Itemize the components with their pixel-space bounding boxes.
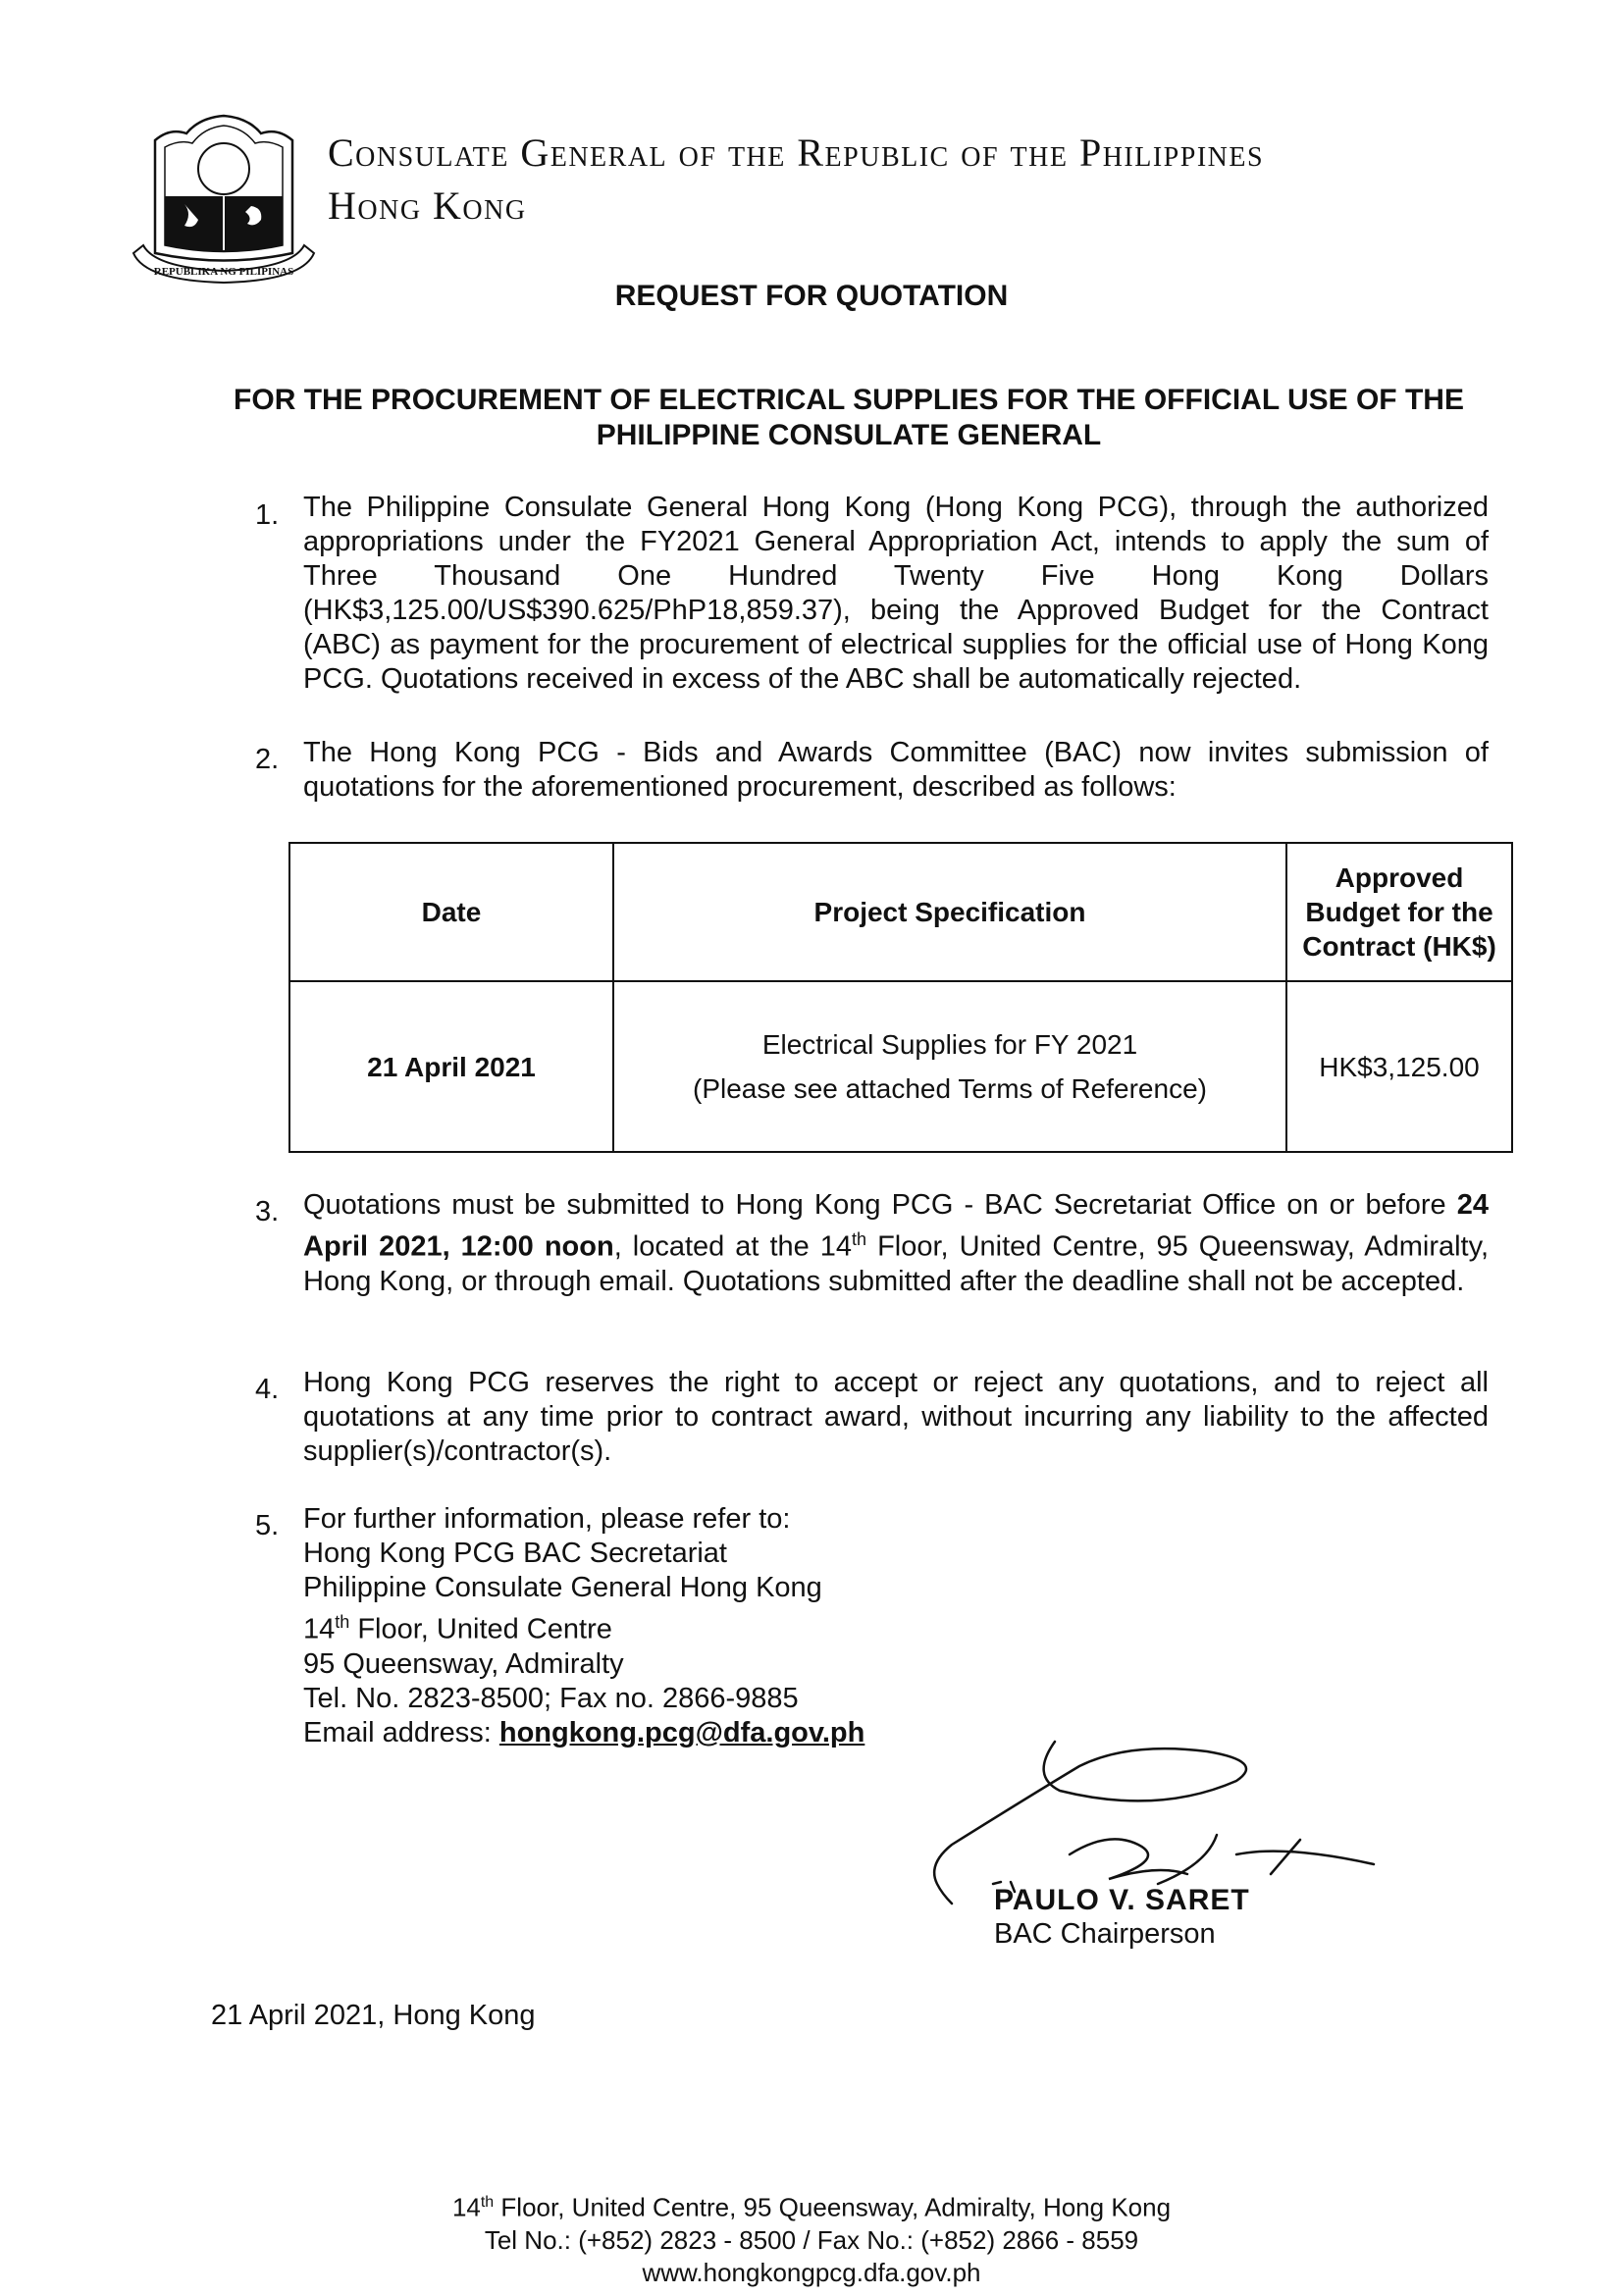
org-location: Hong Kong bbox=[328, 183, 527, 228]
email-link[interactable]: hongkong.pcg@dfa.gov.ph bbox=[498, 1716, 865, 1748]
footer-website-link[interactable]: www.hongkongpcg.dfa.gov.ph bbox=[642, 2257, 981, 2287]
table-row bbox=[289, 981, 1512, 1152]
contact-intro: For further information, please refer to: bbox=[303, 1503, 791, 1535]
p3-text-a: Quotations must be submitted to Hong Kong PCG - BAC Secretariat Office on or before bbox=[303, 1189, 1446, 1221]
paragraph-number-2: 2. bbox=[255, 744, 280, 775]
contact-email-line bbox=[303, 1716, 864, 1750]
subject-heading bbox=[196, 383, 1501, 453]
subject-line-1: FOR THE PROCUREMENT OF ELECTRICAL SUPPLIES FOR THE OFFICIAL USE OF THE bbox=[234, 384, 1464, 416]
contact-line-3 bbox=[303, 1605, 864, 1647]
contact-line-4: 95 Queensway, Admiralty bbox=[303, 1647, 624, 1680]
header-project-specification: Project Specification bbox=[613, 843, 1286, 981]
p3-sup: th bbox=[852, 1229, 867, 1249]
contact-block bbox=[303, 1502, 864, 1750]
cell-project-specification bbox=[613, 981, 1286, 1152]
paragraph-4: Hong Kong PCG reserves the right to accept or reject any quotations, and to reject all quotations at any time prior to contract award, without incurring any liability to the affected supplier(s)/contractor(s). bbox=[303, 1367, 1489, 1467]
contact-line-2: Philippine Consulate General Hong Kong bbox=[303, 1572, 822, 1603]
footer-floor-number: 14 bbox=[451, 2192, 481, 2222]
document-title: REQUEST FOR QUOTATION bbox=[614, 280, 1009, 312]
subject-line-2: PHILIPPINE CONSULATE GENERAL bbox=[596, 419, 1102, 451]
paragraph-1: The Philippine Consulate General Hong Kong (Hong Kong PCG), through the authorized appropriations under the FY2021 General Appropriation Act, intends to apply the sum of Three Thousand One Hundred Twenty Five Hong Kong Dollars (HK$3,125.00/US$390.625/PhP18,859.37), being the Approved Budget for the Contract (ABC) as payment for the procurement of electrical supplies for the official use of Hong Kong PCG. Quotations received in excess of the ABC shall be automatically rejected. bbox=[303, 492, 1489, 695]
svg-text:REPUBLIKA NG PILIPINAS: REPUBLIKA NG PILIPINAS bbox=[153, 266, 294, 278]
footer-floor-sup: th bbox=[480, 2194, 495, 2211]
spec-line-2: (Please see attached Terms of Reference) bbox=[693, 1073, 1207, 1104]
issue-date-location: 21 April 2021, Hong Kong bbox=[211, 2000, 536, 2031]
contact-floor-sup: th bbox=[335, 1612, 350, 1632]
paragraph-number-3: 3. bbox=[255, 1196, 280, 1227]
footer-address bbox=[0, 2186, 1623, 2224]
paragraph-number-1: 1. bbox=[255, 499, 280, 531]
footer-phone-fax: Tel No.: (+852) 2823 - 8500 / Fax No.: (+852) 2866 - 8559 bbox=[484, 2224, 1139, 2255]
signatory-title: BAC Chairperson bbox=[994, 1918, 1216, 1950]
header-date: Date bbox=[289, 843, 613, 981]
table-header-row bbox=[289, 843, 1512, 981]
contact-line-1: Hong Kong PCG BAC Secretariat bbox=[303, 1538, 727, 1569]
contact-floor-text: Floor, United Centre bbox=[349, 1613, 612, 1645]
paragraph-number-5: 5. bbox=[255, 1510, 280, 1541]
spec-line-1: Electrical Supplies for FY 2021 bbox=[761, 1029, 1138, 1060]
paragraph-number-4: 4. bbox=[255, 1374, 280, 1405]
procurement-table bbox=[288, 842, 1513, 1153]
footer-address-text: Floor, United Centre, 95 Queensway, Admiralty, Hong Kong bbox=[494, 2192, 1172, 2222]
footer bbox=[0, 2186, 1623, 2289]
cell-date: 21 April 2021 bbox=[289, 981, 613, 1152]
p3-text-b: , located at the 14 bbox=[613, 1230, 853, 1263]
contact-line-5: Tel. No. 2823-8500; Fax no. 2866-9885 bbox=[303, 1682, 799, 1714]
header-approved-budget: Approved Budget for the Contract (HK$) bbox=[1286, 843, 1512, 981]
cell-budget: HK$3,125.00 bbox=[1286, 981, 1512, 1152]
submission-deadline: 24 April 2021, 12:00 noon bbox=[303, 1189, 1489, 1263]
signatory-name: PAULO V. SARET bbox=[994, 1884, 1250, 1916]
email-label: Email address: bbox=[303, 1716, 499, 1748]
p3-text-c: Floor, United Centre, 95 Queensway, Admiralty, Hong Kong, or through email. Quotations submitted after the deadline shall not be accepted. bbox=[303, 1230, 1490, 1297]
consulate-seal-logo bbox=[126, 106, 322, 287]
org-name: Consulate General of the Republic of the Philippines bbox=[328, 130, 1265, 175]
paragraph-3 bbox=[303, 1188, 1489, 1299]
contact-floor-number: 14 bbox=[303, 1613, 336, 1645]
paragraph-2: The Hong Kong PCG - Bids and Awards Committee (BAC) now invites submission of quotations for the aforementioned procurement, described as follows: bbox=[303, 737, 1489, 803]
